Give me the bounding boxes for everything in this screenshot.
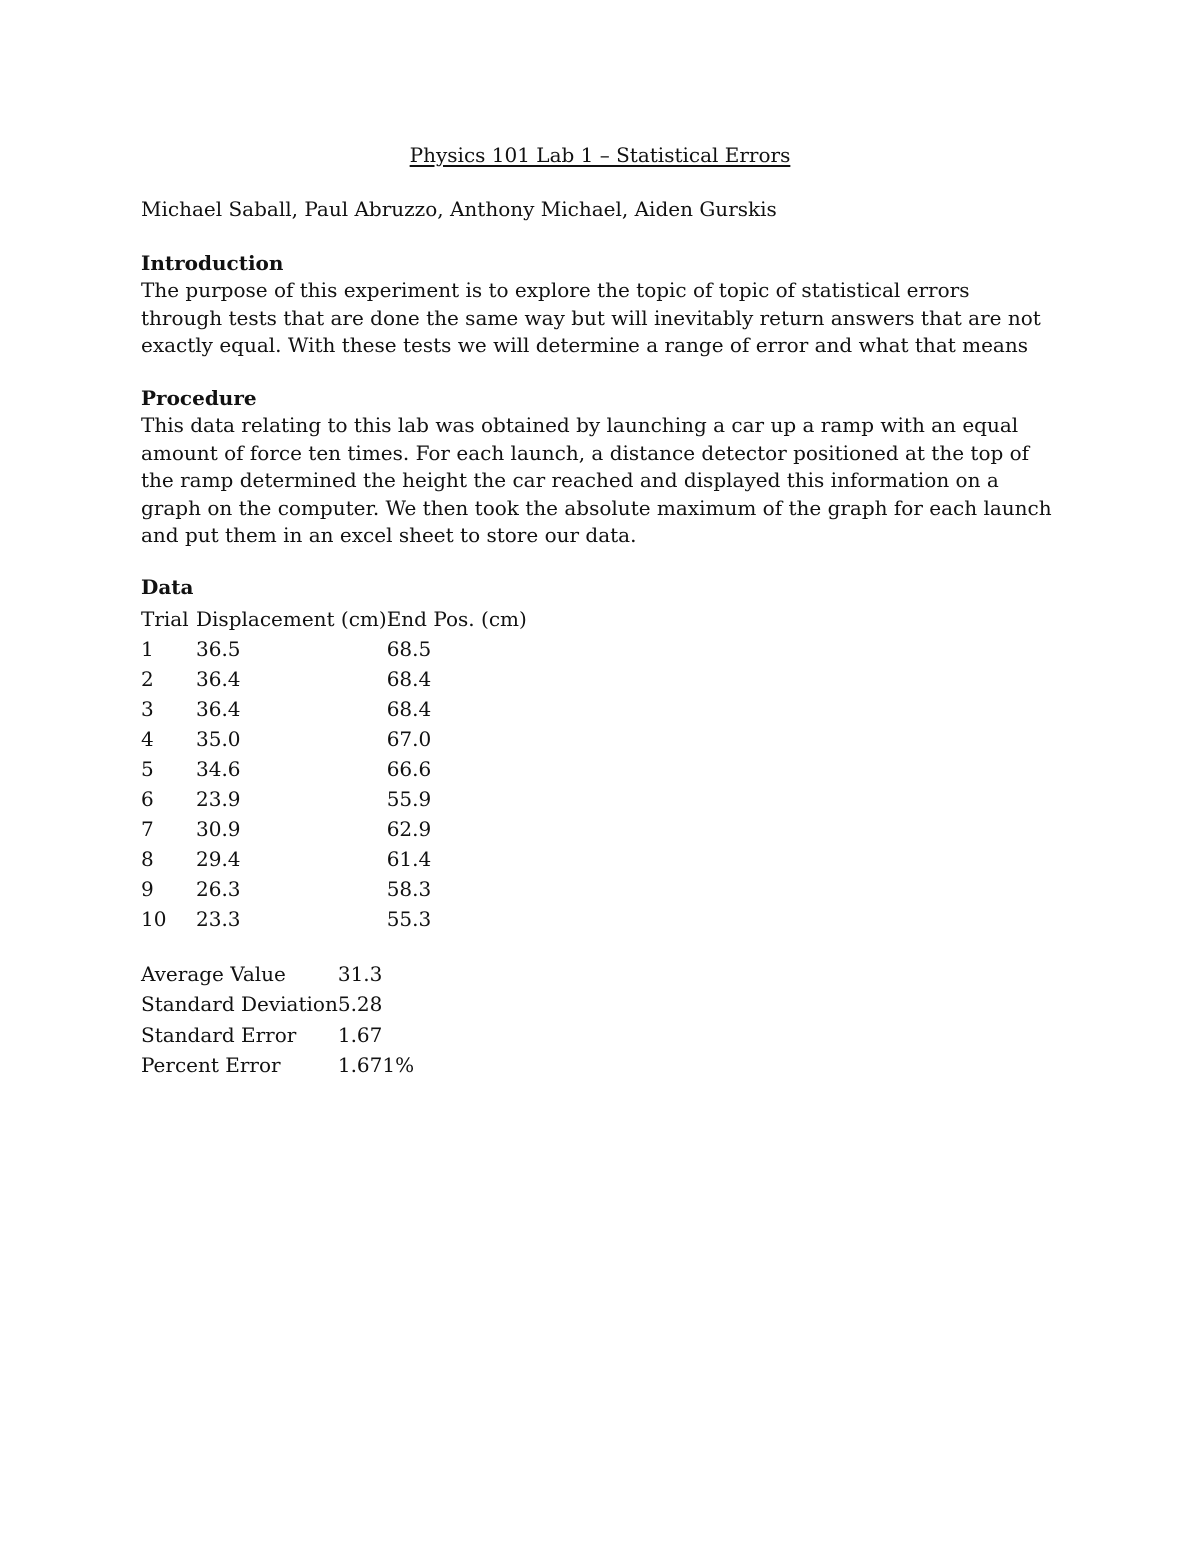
displacement-cell: 30.9 [196, 817, 241, 841]
trial-cell: 7 [141, 817, 154, 841]
displacement-cell: 36.4 [196, 667, 241, 691]
displacement-cell: 35.0 [196, 727, 241, 751]
column-header-displacement: Displacement (cm) [196, 607, 387, 631]
table-row [141, 784, 547, 814]
procedure-paragraph: This data relating to this lab was obtained by launching a car up a ramp with an equal amount of force ten times. For each launch, a distance detector positioned at the top of the ramp determined the height the car reached and displayed this information on a graph on the computer. We then took the absolute maximum of the graph for each launch and put them in an excel sheet to store our data. [141, 413, 1052, 547]
trial-cell: 8 [141, 847, 154, 871]
column-header-trial: Trial [141, 607, 189, 631]
stat-label: Percent Error [141, 1052, 281, 1077]
end-position-cell: 55.3 [386, 907, 432, 931]
displacement-cell: 23.9 [196, 787, 241, 811]
table-row [141, 724, 547, 754]
table-row [141, 904, 547, 934]
statistics-table [141, 959, 414, 1080]
end-position-cell: 67.0 [386, 727, 432, 751]
stat-row-percent-error [141, 1050, 414, 1080]
displacement-cell: 34.6 [196, 757, 241, 781]
introduction-heading: Introduction [141, 251, 284, 275]
trial-cell: 4 [141, 727, 154, 751]
table-row [141, 694, 547, 724]
end-position-cell: 68.4 [386, 667, 432, 691]
stat-value: 5.28 [337, 992, 383, 1017]
stat-row-average [141, 959, 414, 989]
end-position-cell: 66.6 [386, 757, 432, 781]
displacement-cell: 23.3 [196, 907, 241, 931]
end-position-cell: 68.4 [386, 697, 432, 721]
trial-cell: 6 [141, 787, 154, 811]
end-position-cell: 62.9 [386, 817, 432, 841]
table-row [141, 814, 547, 844]
trial-cell: 3 [141, 697, 154, 721]
table-row [141, 634, 547, 664]
stat-value: 31.3 [337, 962, 383, 986]
table-row [141, 844, 547, 874]
table-row [141, 874, 547, 904]
stat-value: 1.671% [337, 1052, 415, 1077]
displacement-cell: 26.3 [196, 877, 241, 901]
displacement-cell: 29.4 [196, 847, 241, 871]
displacement-cell: 36.5 [196, 637, 241, 661]
trial-cell: 9 [141, 877, 154, 901]
end-position-cell: 58.3 [386, 877, 432, 901]
trial-cell: 2 [141, 667, 154, 691]
trial-cell: 5 [141, 757, 154, 781]
end-position-cell: 61.4 [386, 847, 432, 871]
displacement-cell: 36.4 [196, 697, 241, 721]
procedure-heading: Procedure [141, 386, 257, 410]
stat-label: Standard Deviation [141, 992, 338, 1017]
table-row [141, 664, 547, 694]
stat-row-standard-error [141, 1020, 414, 1050]
data-table [141, 604, 547, 934]
introduction-paragraph: The purpose of this experiment is to explore the topic of topic of statistical errors through tests that are done the same way but will inevitably return answers that are not exactly equal. With these tests we will determine a range of error and what that means [141, 278, 1041, 357]
trial-cell: 10 [141, 907, 167, 931]
stat-row-standard-deviation [141, 989, 414, 1019]
data-heading: Data [141, 575, 194, 599]
trial-cell: 1 [141, 637, 154, 661]
end-position-cell: 68.5 [386, 637, 432, 661]
column-header-end-position: End Pos. (cm) [386, 607, 527, 631]
table-row [141, 754, 547, 784]
document-title: Physics 101 Lab 1 – Statistical Errors [409, 143, 791, 167]
stat-label: Average Value [141, 962, 286, 986]
table-header-row [141, 604, 547, 634]
author-list: Michael Saball, Paul Abruzzo, Anthony Michael, Aiden Gurskis [141, 197, 777, 221]
stat-value: 1.67 [337, 1022, 383, 1047]
end-position-cell: 55.9 [386, 787, 432, 811]
stat-label: Standard Error [141, 1022, 297, 1047]
